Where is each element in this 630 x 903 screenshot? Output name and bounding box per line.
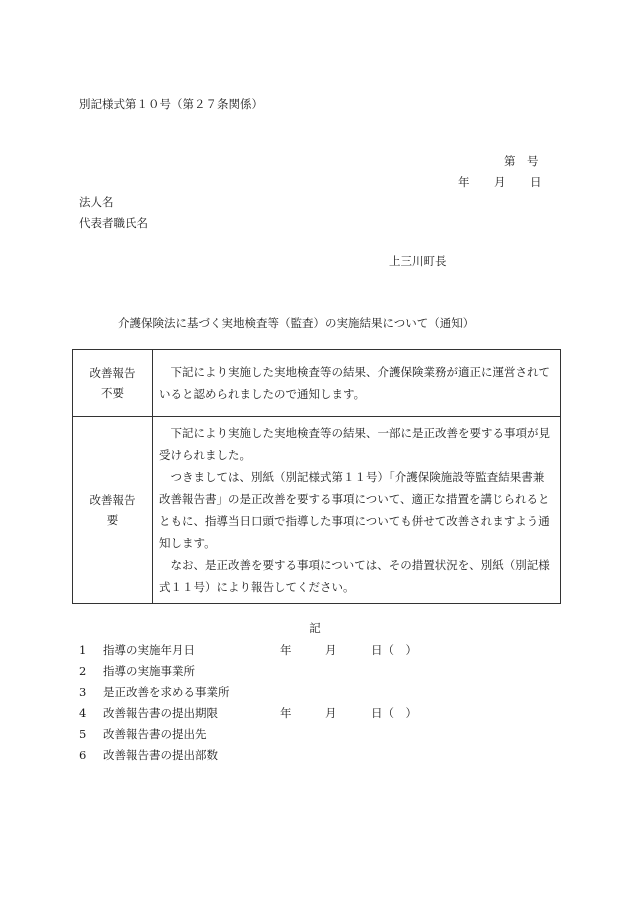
item-text: 指導の実施年月日 — [103, 643, 195, 657]
table-row — [73, 417, 561, 604]
row-label-no-report — [73, 350, 153, 417]
item-year: 年 — [280, 643, 292, 657]
item-number: 3 — [79, 685, 87, 699]
issue-date — [458, 174, 542, 190]
label-line: 改善報告 — [89, 493, 136, 507]
date-day: 日 — [530, 175, 542, 189]
label-line: 改善報告 — [89, 366, 136, 380]
item-month: 月 — [325, 706, 337, 720]
date-year: 年 — [458, 175, 470, 189]
date-month: 月 — [494, 175, 506, 189]
paragraph: 下記により実施した実地検査等の結果、介護保険業務が適正に運営されていると認められましたので通知します。 — [159, 365, 550, 401]
item-list — [79, 640, 499, 766]
item-number: 5 — [79, 727, 87, 741]
paragraph: なお、是正改善を要する事項については、その措置状況を、別紙（別記様式１１号）により報告してください。 — [159, 558, 550, 594]
item-number: 6 — [79, 748, 87, 762]
list-item — [79, 724, 499, 745]
form-number: 別記様式第１０号（第２７条関係） — [79, 97, 263, 111]
item-number: 4 — [79, 706, 87, 720]
item-month: 月 — [325, 643, 337, 657]
document-number: 第 号 — [504, 154, 539, 168]
item-day: 日（ ） — [371, 643, 417, 657]
list-item — [79, 661, 499, 682]
representative-name: 代表者職氏名 — [79, 216, 148, 230]
list-item — [79, 640, 499, 661]
item-text: 改善報告書の提出先 — [103, 727, 207, 741]
row-label-report-required — [73, 417, 153, 604]
paragraph: つきましては、別紙（別記様式第１１号）「介護保険施設等監査結果書兼改善報告書」の是正改善を要する事項について、適正な措置を講じられるとともに、指導当日口頭で指導した事項についても併せて改善されますよう通知します。 — [159, 470, 550, 550]
label-line: 要 — [106, 513, 119, 527]
document-title: 介護保険法に基づく実地検査等（監査）の実施結果について（通知） — [118, 316, 475, 330]
item-year: 年 — [280, 706, 292, 720]
list-item — [79, 703, 499, 724]
paragraph: 下記により実施した実地検査等の結果、一部に是正改善を要する事項が見受けられました。 — [159, 426, 550, 462]
notice-table — [72, 349, 561, 604]
item-number: 2 — [79, 664, 87, 678]
ki-heading: 記 — [309, 621, 321, 635]
item-text: 改善報告書の提出期限 — [103, 706, 218, 720]
item-text: 是正改善を求める事業所 — [103, 685, 230, 699]
list-item — [79, 745, 499, 766]
label-line: 不要 — [101, 386, 124, 400]
row-text-no-report — [153, 350, 561, 417]
item-day: 日（ ） — [371, 706, 417, 720]
corporation-name: 法人名 — [79, 195, 114, 209]
item-text: 改善報告書の提出部数 — [103, 748, 218, 762]
item-number: 1 — [79, 643, 87, 657]
row-text-report-required — [153, 417, 561, 604]
list-item — [79, 682, 499, 703]
table-row — [73, 350, 561, 417]
sender-name: 上三川町長 — [389, 254, 447, 268]
item-text: 指導の実施事業所 — [103, 664, 195, 678]
